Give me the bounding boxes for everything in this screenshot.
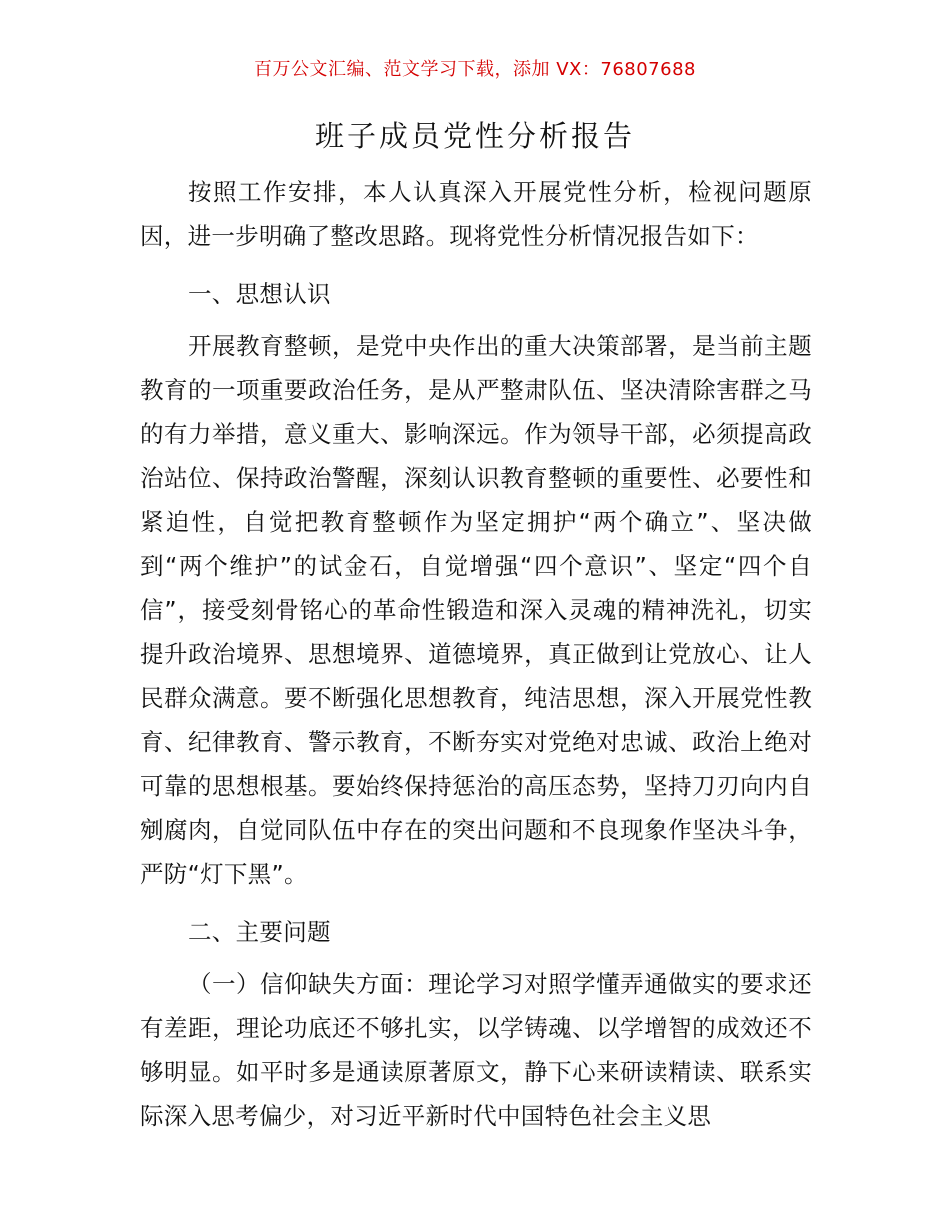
intro-paragraph: 按照工作安排，本人认真深入开展党性分析，检视问题原因，进一步明确了整改思路。现将党性分析情况报告如下： <box>140 178 812 250</box>
section-paragraph-problems: （一）信仰缺失方面：理论学习对照学懂弄通做实的要求还有差距，理论功底还不够扎实，以学铸魂、以学增智的成效还不够明显。如平时多是通读原著原文，静下心来研读精读、联系实际深入思考偏少，对习近平新时代中国特色社会主义思 <box>140 970 812 1130</box>
section-heading-problems: 二、主要问题 <box>188 918 331 946</box>
section-paragraph-thought: 开展教育整顿，是党中央作出的重大决策部署，是当前主题教育的一项重要政治任务，是从严整肃队伍、坚决清除害群之马的有力举措，意义重大、影响深远。作为领导干部，必须提高政治站位、保持政治警醒，深刻认识教育整顿的重要性、必要性和紧迫性，自觉把教育整顿作为坚定拥护“两个确立”、坚决做到“两个维护”的试金石，自觉增强“四个意识”、坚定“四个自信”，接受刻骨铭心的革命性锻造和深入灵魂的精神洗礼，切实提升政治境界、思想境界、道德境界，真正做到让党放心、让人民群众满意。要不断强化思想教育，纯洁思想，深入开展党性教育、纪律教育、警示教育，不断夯实对党绝对忠诚、政治上绝对可靠的思想根基。要始终保持惩治的高压态势，坚持刀刃向内自剜腐肉，自觉同队伍中存在的突出问题和不良现象作坚决斗争，严防“灯下黑”。 <box>140 332 812 888</box>
document-body <box>140 170 812 1138</box>
header-banner: 百万公文汇编、范文学习下载，添加 VX：76807688 <box>254 59 696 80</box>
section-heading-thought: 一、思想认识 <box>188 280 331 308</box>
document-title: 班子成员党性分析报告 <box>314 119 635 153</box>
